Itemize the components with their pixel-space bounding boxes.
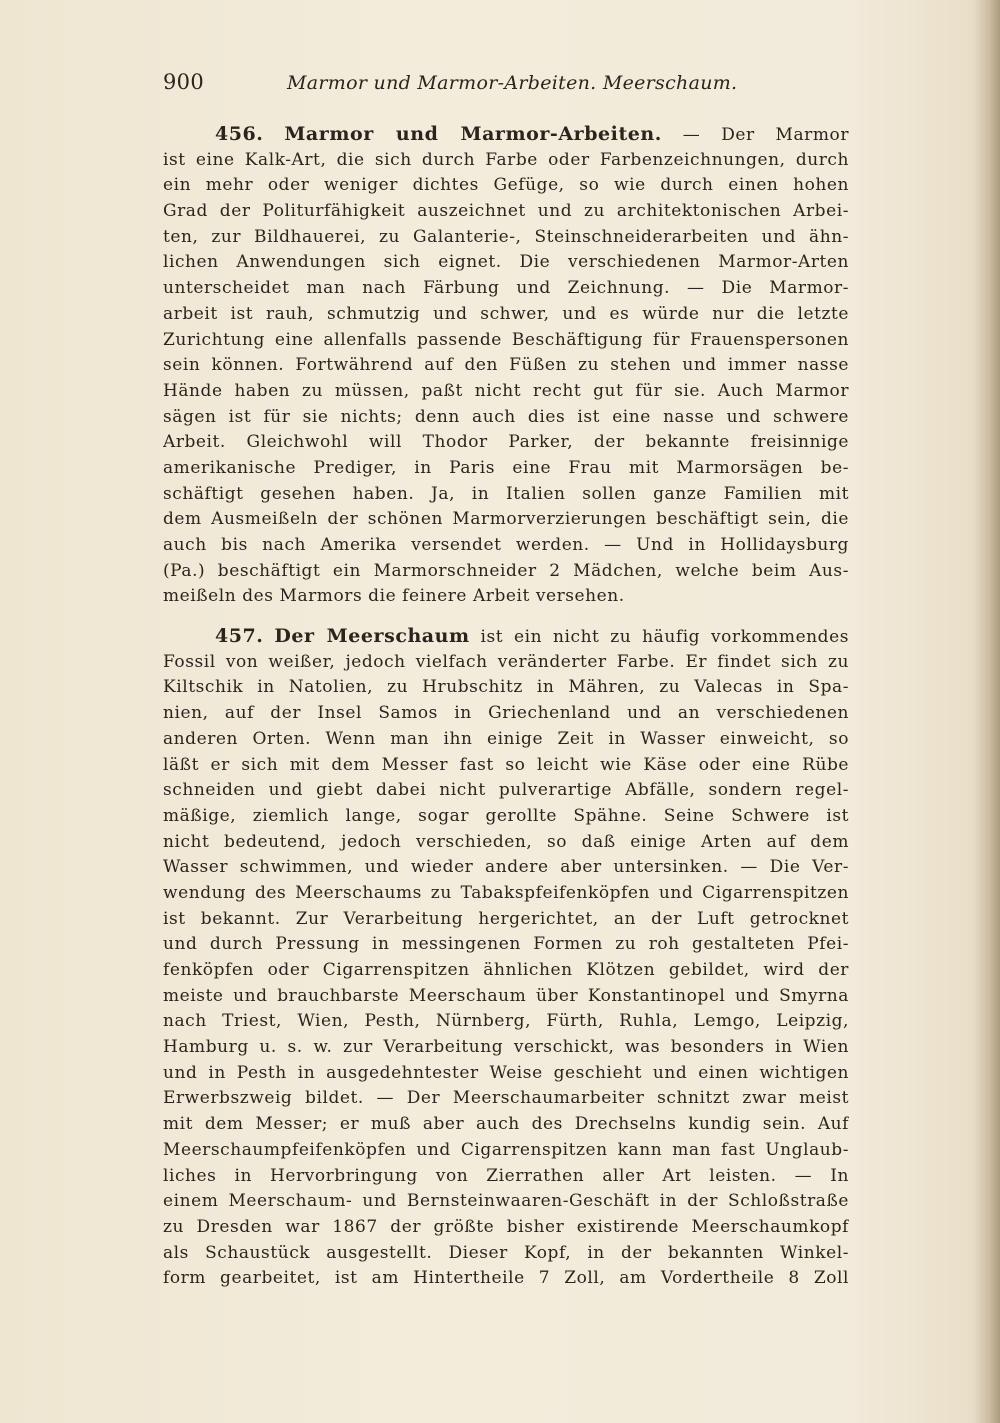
text-line: nach Triest, Wien, Pesth, Nürnberg, Fürth, Ruhla, Lemgo, Leipzig, bbox=[163, 1011, 849, 1032]
text-line: sein können. Fortwährend auf den Füßen zu stehen und immer nasse bbox=[163, 355, 849, 376]
text-line: fenköpfen oder Cigarrenspitzen ähnlichen Klötzen gebildet, wird der bbox=[163, 960, 849, 980]
text-line: Wasser schwimmen, und wieder andere aber untersinken. — Die Ver- bbox=[163, 857, 849, 878]
text-line: arbeit ist rauh, schmutzig und schwer, und es würde nur die letzte bbox=[163, 303, 849, 324]
text-line: nicht bedeutend, jedoch verschieden, so daß einige Arten auf dem bbox=[163, 831, 849, 852]
section-number: 457. bbox=[215, 625, 264, 648]
text-line: Zurichtung eine allenfalls passende Beschäftigung für Frauenspersonen bbox=[163, 329, 849, 350]
text-line: wendung des Meerschaums zu Tabakspfeifenköpfen und Cigarrenspitzen bbox=[163, 882, 849, 903]
text-line: auch bis nach Amerika versendet werden. — Und in Hollidaysburg bbox=[163, 535, 849, 555]
text-line: und in Pesth in ausgedehntester Weise geschieht und einen wichtigen bbox=[163, 1062, 849, 1083]
text-line: unterscheidet man nach Färbung und Zeichnung. — Die Marmor- bbox=[163, 278, 849, 299]
text-line: form gearbeitet, ist am Hintertheile 7 Zoll, am Vordertheile 8 Zoll bbox=[163, 1268, 849, 1289]
page-spine-shadow bbox=[974, 0, 1000, 1423]
text-line: lichen Anwendungen sich eignet. Die verschiedenen Marmor-Arten bbox=[163, 252, 849, 273]
text-line: zu Dresden war 1867 der größte bisher existirende Meerschaumkopf bbox=[163, 1216, 849, 1237]
paragraph-gap bbox=[163, 610, 849, 624]
text-line: nien, auf der Insel Samos in Griechenland und an verschiedenen bbox=[163, 703, 849, 724]
text-line: ein mehr oder weniger dichtes Gefüge, so wie durch einen hohen bbox=[163, 175, 849, 196]
text-line: Hamburg u. s. w. zur Verarbeitung verschickt, was besonders in Wien bbox=[163, 1037, 849, 1058]
text-line: als Schaustück ausgestellt. Dieser Kopf, in der bekannten Winkel- bbox=[163, 1242, 849, 1263]
text-line: läßt er sich mit dem Messer fast so leicht wie Käse oder eine Rübe bbox=[163, 754, 849, 775]
section-heading-line bbox=[163, 122, 849, 148]
text-line: mäßige, ziemlich lange, sogar gerollte Spähne. Seine Schwere ist bbox=[163, 805, 849, 826]
text-line: — Der Marmor bbox=[661, 125, 849, 145]
text-line: meiste und brauchbarste Meerschaum über Konstantinopel und Smyrna bbox=[163, 985, 849, 1006]
section-heading-line bbox=[163, 624, 849, 650]
text-line: ist ein nicht zu häufig vorkommendes bbox=[469, 627, 849, 648]
text-line: dem Ausmeißeln der schönen Marmorverzierungen beschäftigt sein, die bbox=[163, 509, 849, 530]
section-title: Marmor und Marmor-Arbeiten. bbox=[284, 123, 662, 145]
text-line: ist eine Kalk-Art, die sich durch Farbe oder Farbenzeichnungen, durch bbox=[163, 149, 849, 170]
text-line: ist bekannt. Zur Verarbeitung hergerichtet, an der Luft getrocknet bbox=[163, 908, 849, 929]
text-line: und durch Pressung in messingenen Formen zu roh gestalteten Pfei- bbox=[163, 934, 849, 955]
page-body bbox=[163, 122, 849, 1292]
text-line: Kiltschik in Natolien, zu Hrubschitz in Mähren, zu Valecas in Spa- bbox=[163, 677, 849, 698]
text-line: sägen ist für sie nichts; denn auch dies ist eine nasse und schwere bbox=[163, 406, 849, 427]
text-line: ten, zur Bildhauerei, zu Galanterie-, Steinschneiderarbeiten und ähn- bbox=[163, 226, 849, 247]
text-line: Hände haben zu müssen, paßt nicht recht gut für sie. Auch Marmor bbox=[163, 380, 849, 401]
text-line: Fossil von weißer, jedoch vielfach veränderter Farbe. Er findet sich zu bbox=[163, 651, 849, 672]
text-line: Erwerbszweig bildet. — Der Meerschaumarbeiter schnitzt zwar meist bbox=[163, 1088, 849, 1109]
text-line: Meerschaumpfeifenköpfen und Cigarrenspitzen kann man fast Unglaub- bbox=[163, 1139, 849, 1160]
text-line: anderen Orten. Wenn man ihn einige Zeit in Wasser einweicht, so bbox=[163, 728, 849, 749]
text-line: mit dem Messer; er muß aber auch des Drechselns kundig sein. Auf bbox=[163, 1114, 849, 1135]
text-line: schäftigt gesehen haben. Ja, in Italien sollen ganze Familien mit bbox=[163, 483, 849, 504]
page-number: 900 bbox=[163, 70, 204, 94]
text-line: (Pa.) beschäftigt ein Marmorschneider 2 Mädchen, welche beim Aus- bbox=[163, 560, 849, 581]
running-head: Marmor und Marmor-Arbeiten. Meerschaum. bbox=[287, 72, 738, 94]
text-line: liches in Hervorbringung von Zierrathen aller Art leisten. — In bbox=[163, 1165, 849, 1186]
section-number: 456. bbox=[215, 123, 264, 145]
page-header bbox=[163, 70, 863, 100]
text-line: meißeln des Marmors die feinere Arbeit versehen. bbox=[163, 586, 625, 607]
text-line: amerikanische Prediger, in Paris eine Frau mit Marmorsägen be- bbox=[163, 457, 849, 478]
text-line: Arbeit. Gleichwohl will Thodor Parker, der bekannte freisinnige bbox=[163, 432, 849, 453]
text-line: schneiden und giebt dabei nicht pulverartige Abfälle, sondern regel- bbox=[163, 780, 849, 801]
text-line: Grad der Politurfähigkeit auszeichnet und zu architektonischen Arbei- bbox=[163, 201, 849, 222]
text-line: einem Meerschaum- und Bernsteinwaaren-Geschäft in der Schloßstraße bbox=[163, 1191, 849, 1212]
section-title: Der Meerschaum bbox=[274, 625, 470, 648]
